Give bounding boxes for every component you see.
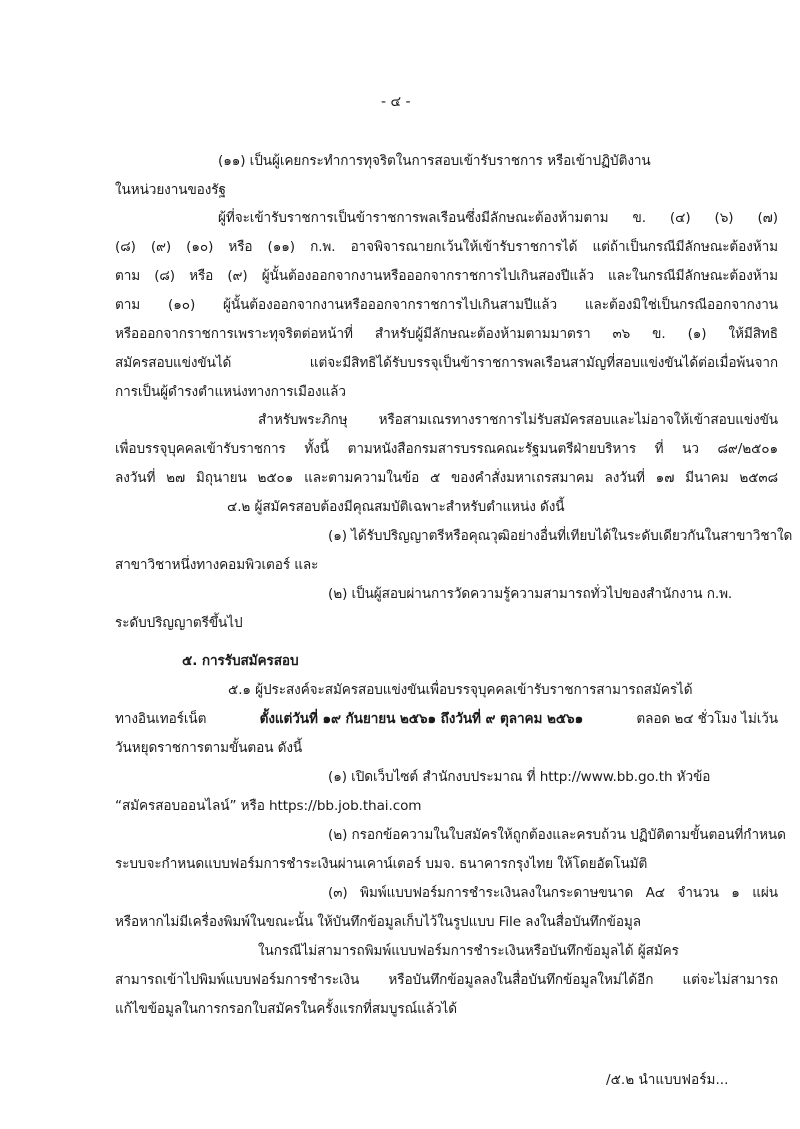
- monk-paragraph-line: ลงวันที่ ๒๗ มิถุนายน ๒๕๐๑ และตามความในข้อ ๕ ของคำสั่งมหาเถรสมาคม ลงวันที่ ๑๗ มีนาคม ๒๕๓๘: [115, 470, 778, 486]
- note-line-1: ในกรณีไม่สามารถพิมพ์แบบฟอร์มการชำระเงินหรือบันทึกข้อมูลได้ ผู้สมัคร: [258, 943, 679, 959]
- step-2-line-2: ระบบจะกำหนดแบบฟอร์มการชำระเงินผ่านเคาน์เตอร์ บมจ. ธนาคารกรุงไทย ให้โดยอัตโนมัติ: [115, 856, 648, 872]
- sub-5-1-suffix: ตลอด ๒๔ ชั่วโมง ไม่เว้น: [636, 711, 778, 727]
- sub-5-1-line-2: [115, 709, 778, 729]
- exception-paragraph-line: หรือออกจากราชการเพราะทุจริตต่อหน้าที่ สำหรับผู้มีลักษณะต้องห้ามตามมาตรา ๓๖ ข. (๑) ให้มีสิทธิ: [115, 326, 778, 342]
- monk-paragraph-line: สำหรับพระภิกษุ หรือสามเณรทางราชการไม่รับสมัครสอบและไม่อาจให้เข้าสอบแข่งขัน: [258, 412, 778, 428]
- section-5-heading: ๕. การรับสมัครสอบ: [182, 653, 299, 669]
- step-1-line-1: (๑) เปิดเว็บไซต์ สำนักงบประมาณ ที่ http://www.bb.go.th หัวข้อ: [328, 769, 711, 785]
- item-11-line-2: ในหน่วยงานของรัฐ: [115, 182, 226, 198]
- subsection-4-2-heading: ๔.๒ ผู้สมัครสอบต้องมีคุณสมบัติเฉพาะสำหรับตำแหน่ง ดังนี้: [227, 499, 565, 515]
- step-3-line-2: หรือหากไม่มีเครื่องพิมพ์ในขณะนั้น ให้บันทึกข้อมูลเก็บไว้ในรูปแบบ File ลงในสื่อบันทึกข้อมูล: [115, 914, 641, 930]
- step-1-line-2: “สมัครสอบออนไลน์” หรือ https://bb.job.thai.com: [115, 798, 422, 814]
- continuation-footer: /๕.๒ นำแบบฟอร์ม...: [606, 1072, 729, 1088]
- page-number: - ๔ -: [381, 94, 411, 110]
- exception-paragraph-line: สมัครสอบแข่งขันได้ แต่จะมีสิทธิได้รับบรรจุเป็นข้าราชการพลเรือนสามัญที่สอบแข่งขันได้ต่อเมื่อพ้นจาก: [115, 355, 778, 371]
- step-3-line-1: (๓) พิมพ์แบบฟอร์มการชำระเงินลงในกระดาษขนาด A๔ จำนวน ๑ แผ่น: [328, 885, 778, 901]
- exception-paragraph-line: ตาม (๘) หรือ (๙) ผู้นั้นต้องออกจากงานหรือออกจากราชการไปเกินสองปีแล้ว และในกรณีมีลักษณะต้องห้าม: [115, 268, 778, 284]
- sub-5-1-prefix: ทางอินเทอร์เน็ต: [115, 711, 207, 727]
- exception-paragraph-line: (๘) (๙) (๑๐) หรือ (๑๑) ก.พ. อาจพิจารณายกเว้นให้เข้ารับราชการได้ แต่ถ้าเป็นกรณีมีลักษณะต้องห้าม: [115, 239, 778, 255]
- qualification-2-line-2: ระดับปริญญาตรีขึ้นไป: [115, 615, 243, 631]
- exception-paragraph-line: การเป็นผู้ดำรงตำแหน่งทางการเมืองแล้ว: [115, 384, 346, 400]
- qualification-2-line-1: (๒) เป็นผู้สอบผ่านการวัดความรู้ความสามารถทั่วไปของสำนักงาน ก.พ.: [328, 586, 733, 602]
- qualification-1-line-2: สาขาวิชาหนึ่งทางคอมพิวเตอร์ และ: [115, 557, 319, 573]
- note-line-2: สามารถเข้าไปพิมพ์แบบฟอร์มการชำระเงิน หรือบันทึกข้อมูลลงในสื่อบันทึกข้อมูลใหม่ได้อีก แต่จะไม่สามารถ: [115, 972, 778, 988]
- exception-paragraph-line: ผู้ที่จะเข้ารับราชการเป็นข้าราชการพลเรือนซึ่งมีลักษณะต้องห้ามตาม ข. (๔) (๖) (๗): [218, 210, 778, 226]
- sub-5-1-line-3: วันหยุดราชการตามขั้นตอน ดังนี้: [115, 740, 303, 756]
- note-line-3: แก้ไขข้อมูลในการกรอกใบสมัครในครั้งแรกที่สมบูรณ์แล้วได้: [115, 1001, 458, 1017]
- monk-paragraph-line: เพื่อบรรจุบุคคลเข้ารับราชการ ทั้งนี้ ตามหนังสือกรมสารบรรณคณะรัฐมนตรีฝ่ายบริหาร ที่ นว ๘๙/๒๕๐๑: [115, 441, 778, 457]
- step-2-line-1: (๒) กรอกข้อความในใบสมัครให้ถูกต้องและครบถ้วน ปฏิบัติตามขั้นตอนที่กำหนด: [328, 827, 786, 843]
- qualification-1-line-1: (๑) ได้รับปริญญาตรีหรือคุณวุฒิอย่างอื่นที่เทียบได้ในระดับเดียวกันในสาขาวิชาใด: [328, 528, 793, 544]
- exception-paragraph-line: ตาม (๑๐) ผู้นั้นต้องออกจากงานหรือออกจากราชการไปเกินสามปีแล้ว และต้องมิใช่เป็นกรณีออกจากงาน: [115, 297, 778, 313]
- application-period: ตั้งแต่วันที่ ๑๙ กันยายน ๒๕๖๑ ถึงวันที่ ๙ ตุลาคม ๒๕๖๑: [259, 711, 584, 727]
- sub-5-1-line-1: ๕.๑ ผู้ประสงค์จะสมัครสอบแข่งขันเพื่อบรรจุบุคคลเข้ารับราชการสามารถสมัครได้: [228, 682, 693, 698]
- item-11-line-1: (๑๑) เป็นผู้เคยกระทำการทุจริตในการสอบเข้ารับราชการ หรือเข้าปฏิบัติงาน: [218, 153, 651, 169]
